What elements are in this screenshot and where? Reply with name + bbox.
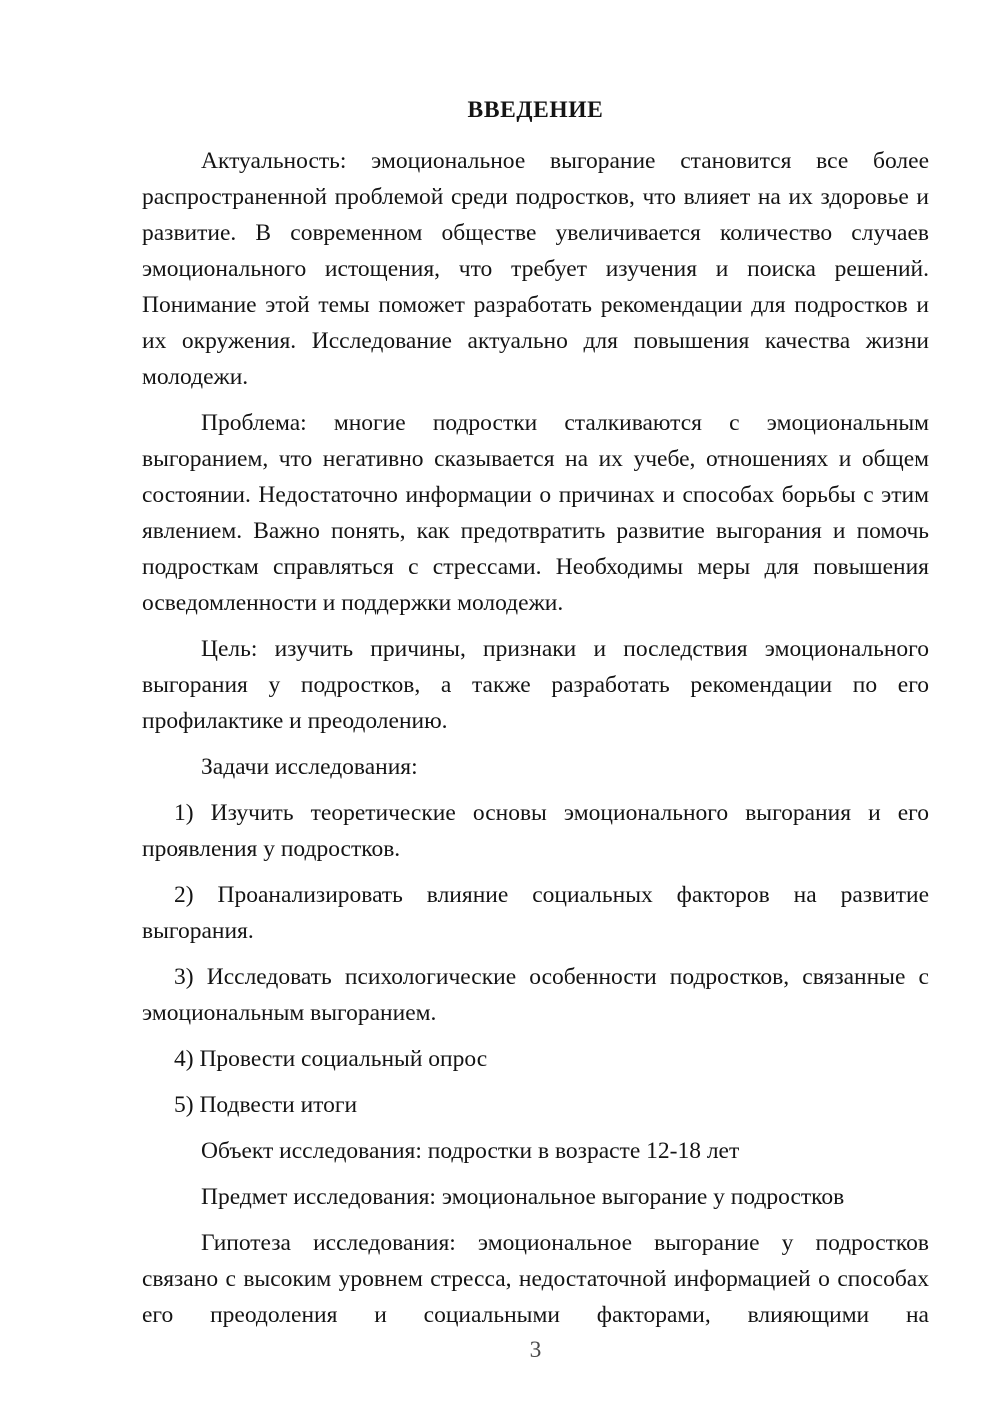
paragraph-problem: Проблема: многие подростки сталкиваются с эмоциональным выгоранием, что негативно сказывается на их учебе, отношениях и общем состоянии. Недостаточно информации о причинах и способах борьбы с этим явлением. Важно понять, как предотвратить развитие выгорания и помочь подросткам справляться с стрессами. Необходимы меры для повышения осведомленности и поддержки молодежи.	[142, 410, 929, 616]
task-item-4: 4) Провести социальный опрос	[174, 1046, 488, 1072]
task-item-1: 1) Изучить теоретические основы эмоционального выгорания и его проявления у подростков.	[142, 800, 929, 862]
page-title: ВВЕДЕНИЕ	[467, 97, 604, 123]
page-number: 3	[529, 1337, 542, 1363]
paragraph-subject: Предмет исследования: эмоциональное выгорание у подростков	[201, 1184, 845, 1210]
paragraph-tasks-heading: Задачи исследования:	[201, 754, 418, 780]
task-item-2: 2) Проанализировать влияние социальных факторов на развитие выгорания.	[142, 882, 929, 944]
task-item-5: 5) Подвести итоги	[174, 1092, 358, 1118]
paragraph-goal: Цель: изучить причины, признаки и последствия эмоционального выгорания у подростков, а также разработать рекомендации по его профилактике и преодолению.	[142, 636, 929, 734]
paragraph-hypothesis: Гипотеза исследования: эмоциональное выгорание у подростков связано с высоким уровнем стресса, недостаточной информацией о способах его преодоления и социальными факторами, влияющими на	[142, 1230, 929, 1328]
task-item-3: 3) Исследовать психологические особенности подростков, связанные с эмоциональным выгоранием.	[142, 964, 929, 1026]
paragraph-object: Объект исследования: подростки в возрасте 12-18 лет	[201, 1138, 740, 1164]
paragraph-relevance: Актуальность: эмоциональное выгорание становится все более распространенной проблемой среди подростков, что влияет на их здоровье и развитие. В современном обществе увеличивается количество случаев эмоционального истощения, что требует изучения и поиска решений. Понимание этой темы поможет разработать рекомендации для подростков и их окружения. Исследование актуально для повышения качества жизни молодежи.	[142, 148, 929, 390]
